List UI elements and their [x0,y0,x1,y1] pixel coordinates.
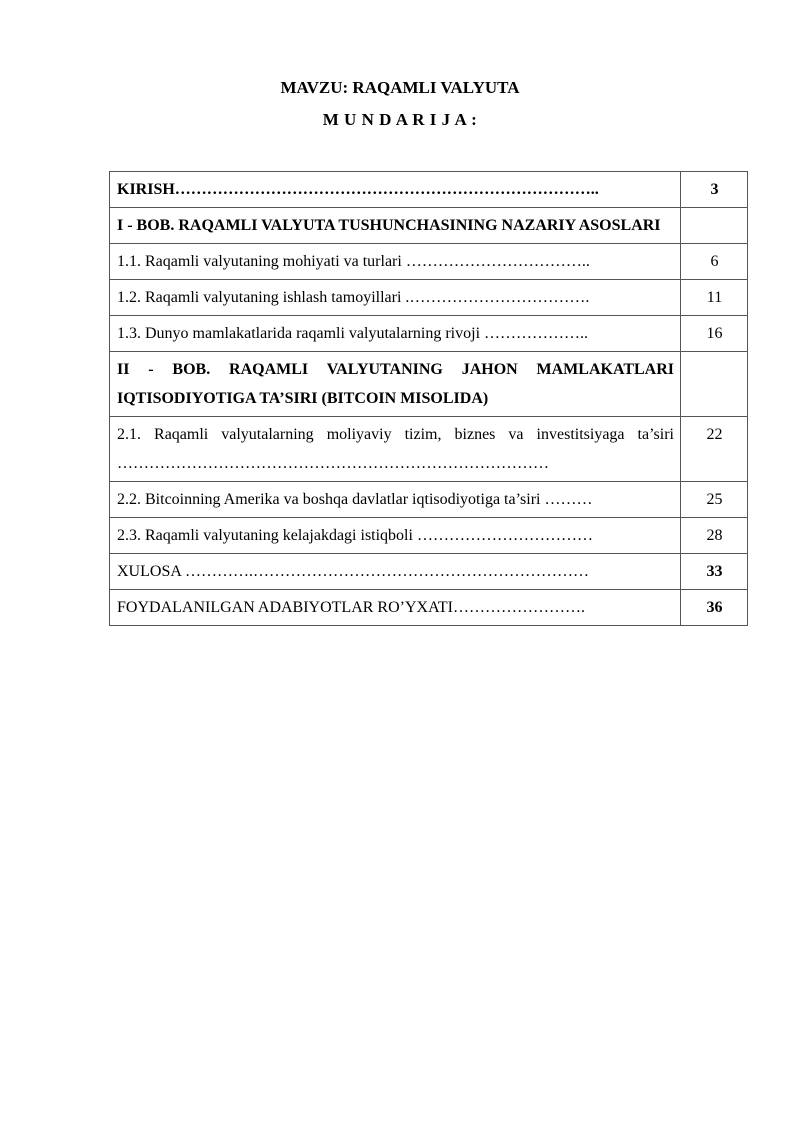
toc-entry-text: 2.2. Bitcoinning Amerika va boshqa davlatlar iqtisodiyotiga ta’siri ……… [110,482,681,518]
toc-page-number: 33 [681,554,748,590]
toc-row-introduction [110,172,748,208]
toc-entry-text: 1.2. Raqamli valyutaning ishlash tamoyillari .……………………………. [110,280,681,316]
toc-entry-text: FOYDALANILGAN ADABIYOTLAR RO’YXATI……………………. [110,590,681,626]
toc-chapter-heading: II - BOB. RAQAMLI VALYUTANING JAHON MAMLAKATLARI IQTISODIYOTIGA TA’SIRI (BITCOIN MISOLIDA) [110,352,681,417]
toc-page-number: 16 [681,316,748,352]
toc-page-number: 28 [681,518,748,554]
toc-entry-text: 2.3. Raqamli valyutaning kelajakdagi istiqboli …………………………… [110,518,681,554]
toc-entry-text: XULOSA ………….……………………………………………………… [110,554,681,590]
toc-page-number: 3 [681,172,748,208]
contents-heading: M U N D A R I J A : [322,110,478,129]
toc-page-number: 11 [681,280,748,316]
toc-page-number: 22 [681,417,748,482]
toc-row-2-1 [110,417,748,482]
toc-row-2-2 [110,482,748,518]
toc-page-number [681,208,748,244]
document-title: MAVZU: RAQAMLI VALYUTA [280,78,520,97]
toc-page-number: 6 [681,244,748,280]
toc-page-number: 36 [681,590,748,626]
toc-entry-text: 2.1. Raqamli valyutalarning moliyaviy tizim, biznes va investitsiyaga ta’siri ……………………………………………………………………… [110,417,681,482]
toc-row-conclusion [110,554,748,590]
toc-row-references [110,590,748,626]
toc-row-chapter-1 [110,208,748,244]
toc-entry-text: 1.1. Raqamli valyutaning mohiyati va turlari …………………………….. [110,244,681,280]
toc-row-1-2 [110,280,748,316]
toc-chapter-heading: I - BOB. RAQAMLI VALYUTA TUSHUNCHASINING NAZARIY ASOSLARI [110,208,681,244]
toc-page-number: 25 [681,482,748,518]
toc-row-2-3 [110,518,748,554]
toc-row-chapter-2 [110,352,748,417]
table-of-contents [109,171,748,626]
toc-row-1-3 [110,316,748,352]
toc-page-number [681,352,748,417]
toc-row-1-1 [110,244,748,280]
toc-entry-text: KIRISH…………………………………………………………………….. [110,172,681,208]
toc-entry-text: 1.3. Dunyo mamlakatlarida raqamli valyutalarning rivoji ……………….. [110,316,681,352]
